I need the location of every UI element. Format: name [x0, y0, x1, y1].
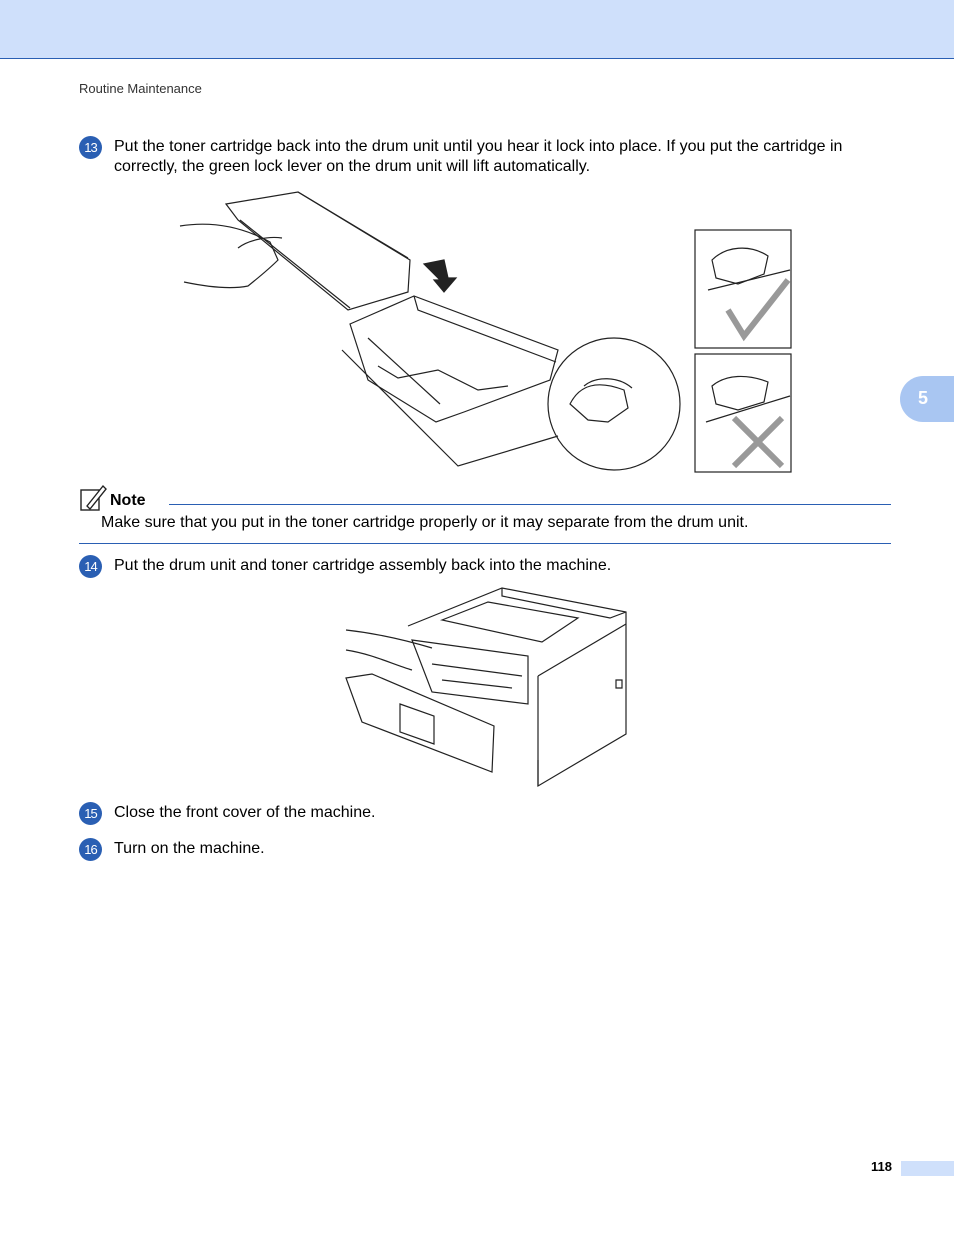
note-rule: [169, 504, 891, 505]
chapter-number: 5: [917, 388, 928, 408]
front-cover: [346, 674, 494, 772]
drum-assembly: [412, 640, 528, 704]
step-text-15: Close the front cover of the machine.: [114, 804, 376, 821]
note-text: Make sure that you put in the toner cartridge properly or it may separate from the drum unit.: [101, 514, 749, 531]
header-band: [0, 0, 954, 59]
note-header: [79, 484, 891, 514]
chapter-tab: [900, 376, 954, 422]
step-number-14: 14: [79, 555, 102, 578]
note-label: Note: [110, 492, 146, 509]
footer-bar: [901, 1161, 954, 1176]
note-rule-bottom: [79, 543, 891, 544]
toner-drum-illustration: [178, 190, 798, 474]
hand-outline: [346, 650, 412, 670]
step-number-16: 16: [79, 838, 102, 861]
step-number-15: 15: [79, 802, 102, 825]
printer-body: [408, 588, 626, 786]
hand-outline: [180, 224, 278, 287]
step-text-13: Put the toner cartridge back into the drum unit until you hear it lock into place. If you put the cartridge in correctly, the green lock lever on the drum unit will lift automatically.: [114, 138, 843, 175]
note-pencil-icon: [79, 484, 107, 512]
step-text-14: Put the drum unit and toner cartridge assembly back into the machine.: [114, 557, 612, 574]
checkmark-icon: [728, 280, 788, 336]
drum-unit: [350, 296, 558, 422]
cross-icon: [734, 418, 782, 466]
section-title: Routine Maintenance: [79, 81, 202, 96]
down-arrow-icon: [424, 260, 456, 292]
step-number-13: 13: [79, 136, 102, 159]
toner-cartridge: [226, 192, 410, 310]
page-number: 118: [871, 1159, 892, 1174]
step-text-16: Turn on the machine.: [114, 840, 265, 857]
zoom-detail-circle: [548, 338, 680, 470]
printer-illustration: [342, 584, 632, 790]
